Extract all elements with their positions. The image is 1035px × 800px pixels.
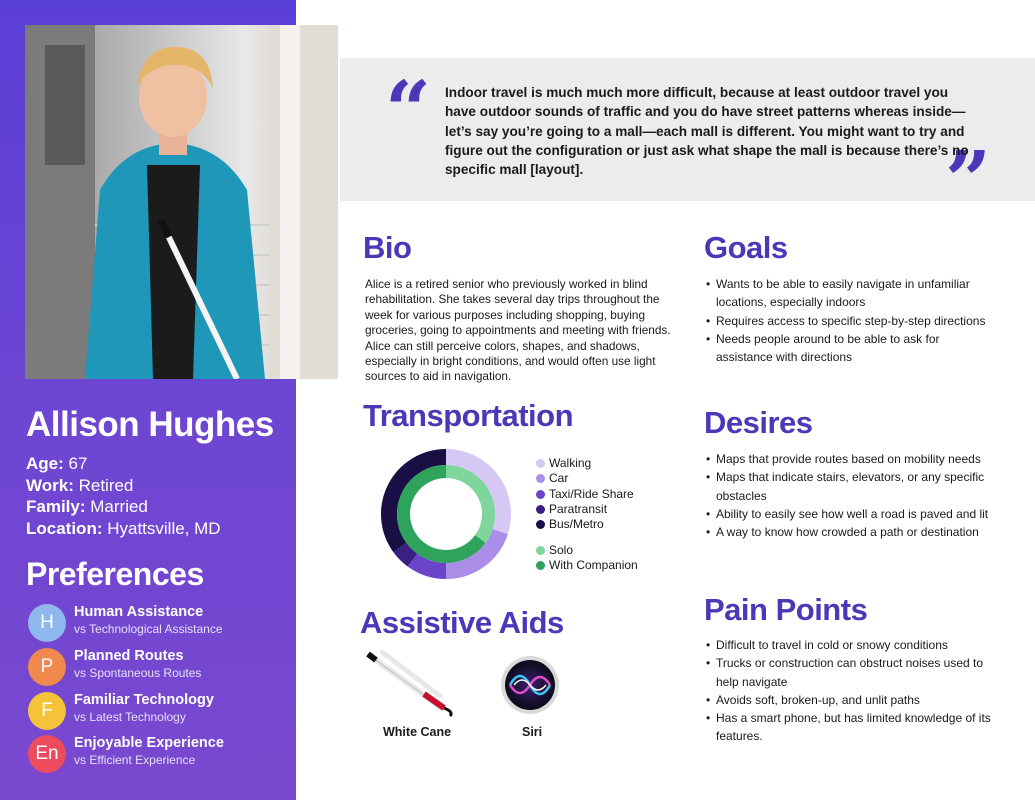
list-item: • Difficult to travel in cold or snowy conditions (706, 636, 1006, 654)
pain-points-title: Pain Points (704, 592, 868, 627)
persona-photo-illustration (25, 25, 338, 379)
legend-item-taxi: Taxi/Ride Share (536, 487, 634, 502)
fact-work: Work: Retired (26, 475, 134, 495)
list-item: • Has a smart phone, but has limited knowledge of its features. (706, 709, 1006, 746)
legend-swatch (536, 490, 545, 499)
siri-icon (500, 655, 560, 715)
fact-family: Family: Married (26, 497, 148, 516)
legend-swatch (536, 561, 545, 570)
bio-text: Alice is a retired senior who previously worked in blind rehabilitation. She takes several day trips throughout the week for various purposes including shopping, buying groceries, going to appointments and meeting with friends. Alice can still perceive colors, shapes, and shadows, especially in bright conditions, and would often use light sources to aid in navigation. (365, 277, 671, 384)
preference-alternative: vs Spontaneous Routes (74, 666, 202, 680)
list-item: • Maps that indicate stairs, elevators, or any specific obstacles (706, 468, 1006, 505)
mode-slice-paratransit (400, 548, 413, 561)
close-quote-icon: ” (945, 133, 992, 227)
preference-circle-f: F (28, 692, 66, 730)
assistive-aids-title: Assistive Aids (360, 605, 564, 640)
legend-item-with-companion: With Companion (536, 558, 638, 573)
legend-item-solo: Solo (536, 543, 638, 558)
preferences-title: Preferences (26, 556, 204, 592)
preference-title: Human Assistance (74, 604, 204, 620)
preference-planned-routes (28, 648, 288, 688)
fact-age: Age: 67 (26, 454, 88, 473)
legend-swatch (536, 520, 545, 529)
transportation-company-legend (536, 543, 638, 574)
legend-item-walking: Walking (536, 456, 634, 471)
quote-text: Indoor travel is much much more difficult, because at least outdoor travel you have outdoor sounds of traffic and you do have street patterns whereas inside—let’s say you’re going to a mall—each mall is different. You might want to try and figure out the configuration or just ask what shape the mall is because there’s no specific mall [layout]. (445, 85, 969, 178)
transportation-mode-legend (536, 456, 634, 532)
preference-circle-en: En (28, 735, 66, 773)
legend-swatch (536, 474, 545, 483)
transportation-title: Transportation (363, 398, 574, 433)
aid-label-siri: Siri (522, 725, 543, 739)
goals-title: Goals (704, 230, 788, 265)
goals-list (706, 275, 986, 366)
white-cane-icon (362, 648, 462, 718)
list-item: • Wants to be able to easily navigate in unfamiliar locations, especially indoors (706, 275, 986, 312)
legend-swatch (536, 505, 545, 514)
persona-photo (25, 25, 338, 379)
preference-enjoyable-experience (28, 735, 288, 775)
legend-item-bus-metro: Bus/Metro (536, 517, 634, 532)
preference-human-assistance (28, 604, 288, 644)
preference-circle-h: H (28, 604, 66, 642)
legend-swatch (536, 459, 545, 468)
transportation-donut-chart (376, 444, 516, 584)
aid-label-white-cane: White Cane (383, 725, 452, 739)
pain-points-list (706, 636, 1006, 746)
list-item: • Requires access to specific step-by-step directions (706, 312, 986, 330)
list-item: • Maps that provide routes based on mobility needs (706, 450, 1006, 468)
preference-familiar-technology (28, 692, 288, 732)
list-item: • Trucks or construction can obstruct noises used to help navigate (706, 654, 1006, 691)
fact-location: Location: Hyattsville, MD (26, 518, 221, 538)
preference-alternative: vs Latest Technology (74, 710, 186, 724)
desires-title: Desires (704, 405, 813, 440)
preference-alternative: vs Efficient Experience (74, 753, 196, 767)
preference-title: Familiar Technology (74, 692, 214, 708)
desires-list (706, 450, 1006, 541)
list-item: • Ability to easily see how well a road is paved and lit (706, 505, 1006, 523)
persona-name: Allison Hughes (26, 405, 274, 444)
preference-title: Planned Routes (74, 648, 184, 664)
list-item: • Avoids soft, broken-up, and unlit paths (706, 691, 1006, 709)
legend-item-paratransit: Paratransit (536, 502, 634, 517)
open-quote-icon: “ (385, 63, 432, 157)
preference-title: Enjoyable Experience (74, 735, 224, 751)
preference-circle-p: P (28, 648, 66, 686)
preference-alternative: vs Technological Assistance (74, 622, 223, 636)
company-slice-solo (446, 472, 489, 539)
legend-swatch (536, 546, 545, 555)
legend-item-car: Car (536, 471, 634, 486)
list-item: • Needs people around to be able to ask for assistance with directions (706, 330, 986, 367)
bio-title: Bio (363, 230, 412, 265)
persona-facts (26, 453, 221, 539)
list-item: • A way to know how crowded a path or destination (706, 523, 1006, 541)
